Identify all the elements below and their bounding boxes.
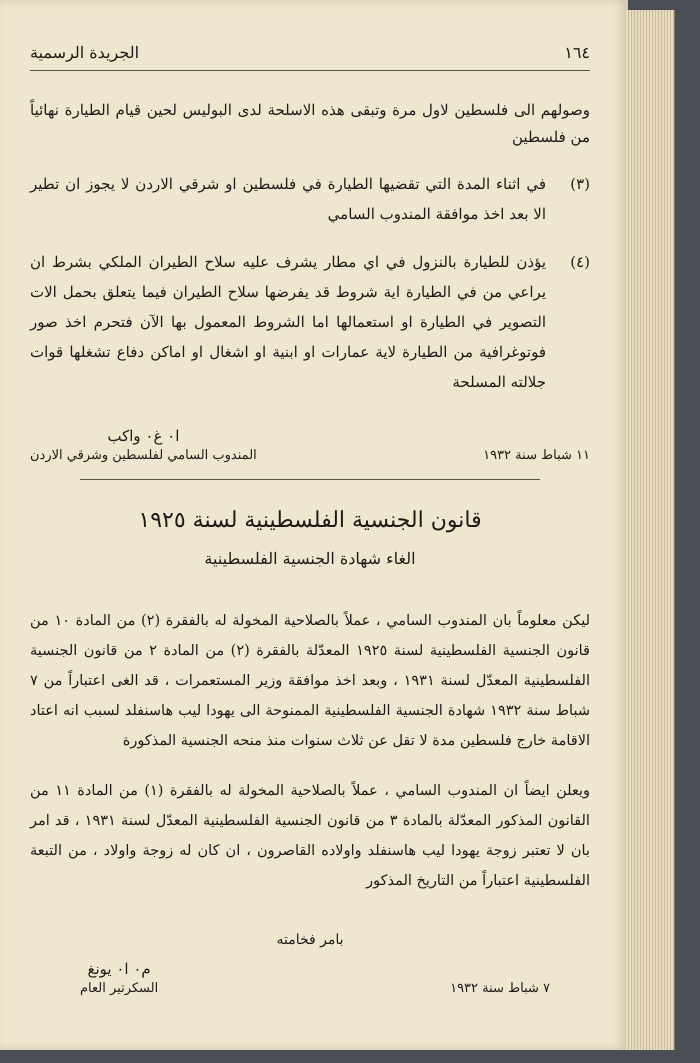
signatory-title: السكرتير العام xyxy=(80,981,159,996)
intro-paragraph: وصولهم الى فلسطين لاول مرة وتبقى هذه الاسلحة لدى البوليس لحين قيام الطيارة نهائياً من فلسطين xyxy=(30,101,590,146)
clause-number: (٣) xyxy=(570,175,590,193)
page-header xyxy=(30,40,590,71)
clause-text: في اثناء المدة التي تقضيها الطيارة في فلسطين او شرقي الاردن لا يجوز ان تطير الا بعد اخذ موافقة المندوب السامي xyxy=(30,175,546,223)
book-page-edges xyxy=(626,10,675,1050)
document-body xyxy=(30,40,590,1010)
law-paragraph-2: ويعلن ايضاً ان المندوب السامي ، عملاً بالصلاحية المخولة له بالفقرة (١) من المادة ١١ من القانون المذكور المعدّلة بالمادة ٣ من قانون الجنسية الفلسطينية المعدّل لسنة ١٩٣١ ، قد امر بان لا تعتبر زوجة يهودا ليب هاسنفلد واولاده القاصرون ، ان كان له زوجة واولاد ، من التبعة الفلسطينية اعتباراً من التاريخ المذكور xyxy=(30,783,590,889)
closing-line: بامر فخامته xyxy=(276,932,344,948)
signature-row-1 xyxy=(30,427,590,463)
clause-number: (٤) xyxy=(570,253,590,271)
signature-row-2 xyxy=(30,960,590,996)
clause-text: يؤذن للطيارة بالنزول في اي مطار يشرف عليه سلاح الطيران الملكي بشرط ان يراعي من في الطيارة اية شروط قد يفرضها سلاح الطيران فيما يتعلق بحمل الات التصوير في الطيارة او استعمالها اما الشروط المعمول بها الآن فتحرم اخذ صور فوتوغرافية من الطيارة لاية عمارات او ابنية او اشغال او اماكن دفاع تشغلها قوات جلالته المسلحة xyxy=(30,253,546,391)
section-divider xyxy=(80,479,540,480)
signature-date: ٧ شباط سنة ١٩٣٢ xyxy=(450,981,550,996)
signatory-name: ا٠ غ٠ واكب xyxy=(107,427,180,445)
signature-date: ١١ شباط سنة ١٩٣٢ xyxy=(483,448,590,463)
signature-block xyxy=(80,960,158,996)
page-number: ١٦٤ xyxy=(564,42,590,62)
law-subtitle: الغاء شهادة الجنسية الفلسطينية xyxy=(204,549,416,568)
signatory-title: المندوب السامي لفلسطين وشرقي الاردن xyxy=(30,448,257,463)
clause-3 xyxy=(30,169,590,229)
law-paragraph-1: ليكن معلوماً بان المندوب السامي ، عملاً بالصلاحية المخولة له بالفقرة (٢) من المادة ١٠ من قانون الجنسية الفلسطينية لسنة ١٩٢٥ المعدّلة بالفقرة (٢) من المادة ٢ من قانون الجنسية الفلسطينية المعدّل لسنة ١٩٣١ ، وبعد اخذ موافقة وزير المستعمرات ، قد الغى اعتباراً من ٧ شباط سنة ١٩٣٢ شهادة الجنسية الفلسطينية الممنوحة الى يهودا ليب هاسنفلد لسبب انه اعتاد الاقامة خارج فلسطين مدة لا تقل عن ثلاث سنوات منذ منحه الجنسية المذكورة xyxy=(30,613,591,749)
publication-title: الجريدة الرسمية xyxy=(30,42,140,62)
signatory-name: م٠ ا٠ يونغ xyxy=(87,960,151,978)
law-title: قانون الجنسية الفلسطينية لسنة ١٩٢٥ xyxy=(138,508,482,533)
clause-4 xyxy=(30,247,590,397)
signature-block xyxy=(30,427,257,463)
